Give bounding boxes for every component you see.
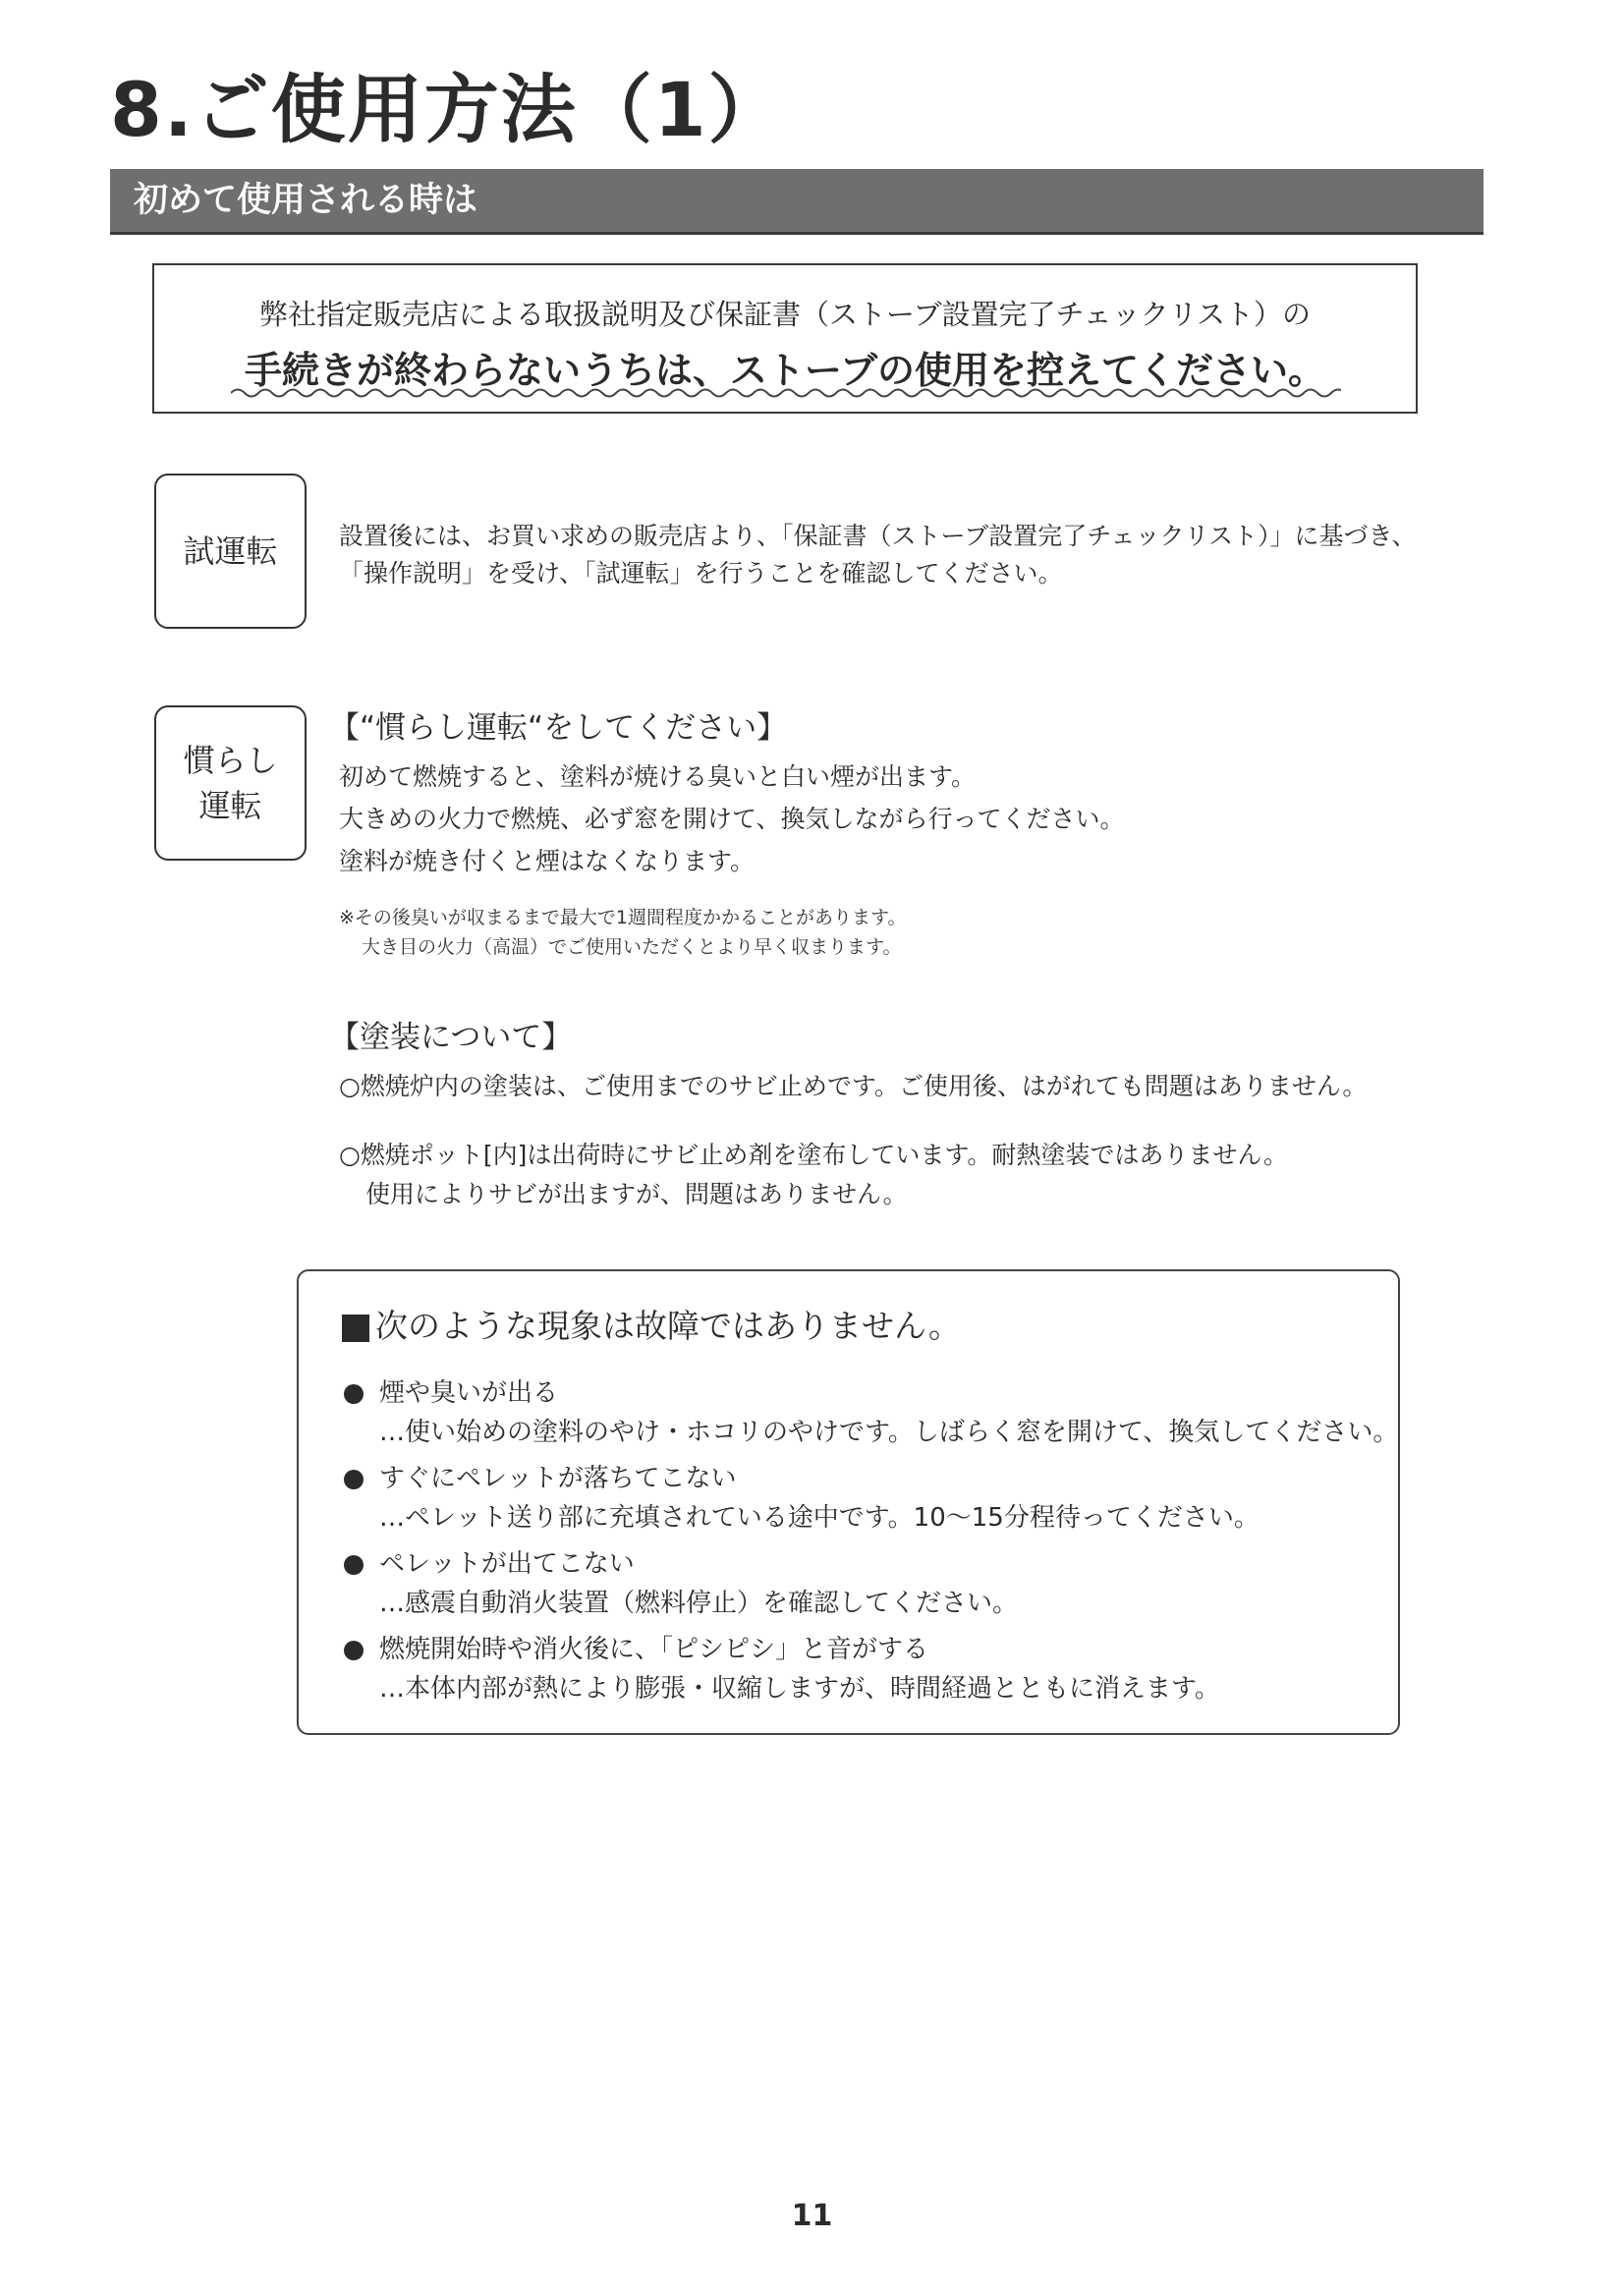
page-title: 8.ご使用方法（1） (110, 66, 785, 153)
item-title: ペレットが出てこない (379, 1549, 635, 1579)
notice-line-2: 手続きが終わらないうちは、ストーブの使用を控えてください。 (244, 349, 1326, 392)
coating-item-2-line-1: ○燃焼ポット[内]は出荷時にサビ止め剤を塗布しています。耐熱塗装ではありません。 (339, 1141, 1288, 1169)
trial-run-label-text: 試運転 (183, 532, 278, 570)
break-in-line-1: 初めて燃焼すると、塗料が焼ける臭いと白い煙が出ます。 (339, 762, 977, 791)
item-desc: …本体内部が熱により膨張・収縮しますが、時間経過とともに消えます。 (379, 1674, 1220, 1704)
item-title: 煙や臭いが出る (379, 1378, 559, 1408)
break-in-heading: 【“慣らし運転“をしてください】 (329, 710, 788, 746)
notice-line-1: 弊社指定販売店による取扱説明及び保証書（ストーブ設置完了チェックリスト）の (258, 298, 1312, 331)
section-heading: 初めて使用される時は (134, 181, 478, 220)
break-in-label-line-2: 運転 (198, 787, 262, 824)
trial-run-line-1: 設置後には、お買い求めの販売店より、「保証書（ストーブ設置完了チェックリスト）」に基づき、 (339, 522, 1417, 550)
coating-item-1: ○燃焼炉内の塗装は、ご使用までのサビ止めです。ご使用後、はがれても問題はありません。 (339, 1072, 1368, 1100)
item-desc: …ペレット送り部に充填されている途中です。10〜15分程待ってください。 (379, 1503, 1260, 1533)
break-in-label (154, 705, 307, 861)
break-in-note-2: 大き目の火力（高温）でご使用いただくとより早く収まります。 (362, 936, 902, 958)
item-title: すぐにペレットが落ちてこない (379, 1464, 737, 1493)
trial-run-label (154, 474, 307, 629)
trial-run-line-2: 「操作説明」を受け、「試運転」を行うことを確認してください。 (339, 559, 1063, 588)
wavy-underline (231, 387, 1341, 399)
break-in-label-line-1: 慣らし (183, 742, 278, 779)
item-desc: …使い始めの塗料のやけ・ホコリのやけです。しばらく窓を開けて、換気してください。 (379, 1418, 1399, 1447)
not-malfunction-box (297, 1269, 1400, 1735)
heading-square-icon (342, 1315, 369, 1342)
item-desc: …感震自動消火装置（燃料停止）を確認してください。 (379, 1589, 1019, 1618)
page-number: 11 (791, 2199, 833, 2233)
item-title: 燃焼開始時や消火後に、「ピシピシ」と音がする (379, 1635, 929, 1664)
not-malfunction-heading: 次のような現象は故障ではありません。 (375, 1307, 961, 1345)
break-in-line-3: 塗料が焼き付くと煙はなくなります。 (339, 847, 756, 875)
coating-heading: 【塗装について】 (329, 1020, 573, 1055)
bullet-dot-icon (344, 1384, 364, 1404)
break-in-line-2: 大きめの火力で燃焼、必ず窓を開けて、換気しながら行ってください。 (339, 805, 1125, 833)
notice-box (152, 263, 1418, 414)
section-heading-bar (110, 169, 1484, 235)
coating-item-2-line-2: 使用によりサビが出ますが、問題はありません。 (365, 1180, 908, 1208)
bullet-dot-icon (344, 1555, 364, 1575)
break-in-note-1: ※その後臭いが収まるまで最大で1週間程度かかることがあります。 (339, 907, 907, 928)
bullet-dot-icon (344, 1641, 364, 1660)
bullet-dot-icon (344, 1470, 364, 1489)
